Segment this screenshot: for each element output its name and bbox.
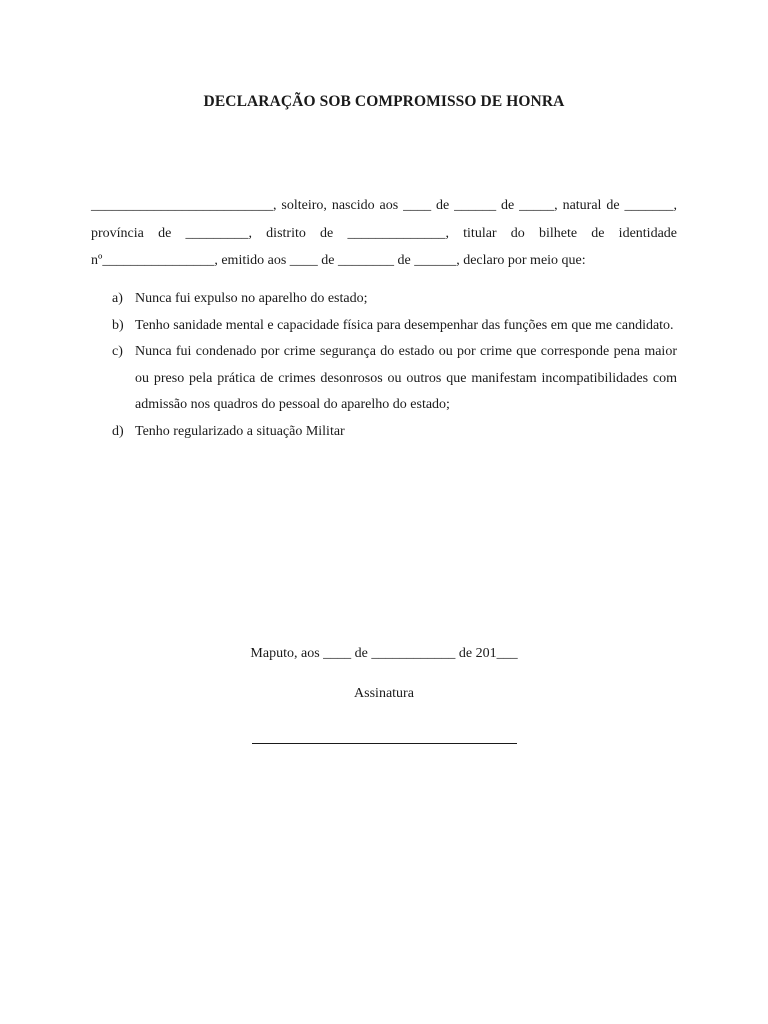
place-and-date: Maputo, aos ____ de ____________ de 201___ bbox=[250, 646, 518, 661]
list-item-text: Nunca fui expulso no aparelho do estado; bbox=[135, 291, 368, 306]
list-item-text: Nunca fui condenado por crime segurança do estado ou por crime que corresponde pena maior ou preso pela prática de crimes desonrosos ou outros que manifestam incompatibilidades com admissão nos quadros do pessoal do aparelho do estado; bbox=[135, 344, 677, 412]
list-marker: d) bbox=[112, 423, 124, 439]
list-item-text: Tenho regularizado a situação Militar bbox=[135, 423, 345, 439]
list-marker: c) bbox=[112, 344, 123, 359]
signature-label: Assinatura bbox=[354, 686, 414, 701]
document-title: DECLARAÇÃO SOB COMPROMISSO DE HONRA bbox=[203, 93, 565, 110]
list-item bbox=[91, 339, 677, 419]
list-marker: a) bbox=[112, 291, 123, 306]
signature-line bbox=[252, 743, 517, 744]
list-item bbox=[91, 419, 677, 446]
declaration-intro: __________________________, solteiro, nascido aos ____ de ______ de _____, natural de _______, província de _________, distrito de ______________, titular do bilhete de identidade nº________________, emitido aos ____ de ________ de ______, declaro por meio que: bbox=[91, 198, 677, 268]
list-item bbox=[91, 286, 677, 313]
list-item bbox=[91, 313, 677, 340]
list-item-text: Tenho sanidade mental e capacidade física para desempenhar das funções em que me candidato. bbox=[135, 317, 674, 333]
list-marker: b) bbox=[112, 317, 124, 333]
declaration-list bbox=[91, 286, 677, 445]
